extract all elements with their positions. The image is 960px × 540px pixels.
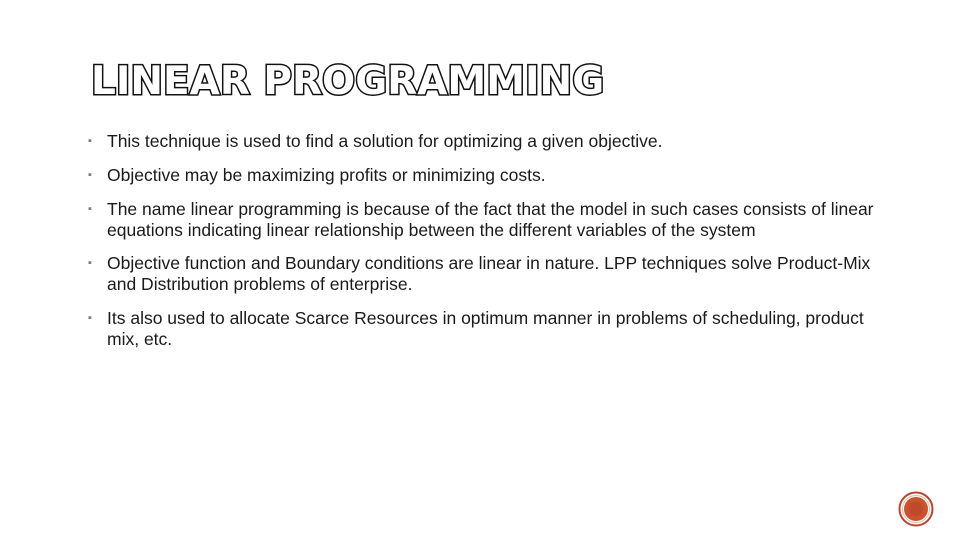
bullet-item [88,253,888,295]
bullet-item [88,308,888,350]
bullet-text: The name linear programming is because of the fact that the model in such cases consists of linear equations indicating linear relationship between the different variables of the system [107,199,874,240]
bullet-item [88,199,888,241]
bullet-item [88,131,888,152]
bullet-marker-icon: ▪ [88,169,92,181]
slide-title: LINEAR PROGRAMMING [91,59,605,104]
circular-emblem-icon [898,491,934,527]
bullet-text: Objective may be maximizing profits or minimizing costs. [107,165,546,185]
bullet-marker-icon: ▪ [88,135,92,147]
bullet-item [88,165,888,186]
bullet-marker-icon: ▪ [88,257,92,269]
bullet-text: Objective function and Boundary conditions are linear in nature. LPP techniques solve Product-Mix and Distribution problems of enterprise. [107,253,871,294]
bullet-text: Its also used to allocate Scarce Resources in optimum manner in problems of scheduling, product mix, etc. [107,308,864,349]
bullet-list [88,131,888,363]
bullet-marker-icon: ▪ [88,203,92,215]
bullet-marker-icon: ▪ [88,312,92,324]
bullet-text: This technique is used to find a solution for optimizing a given objective. [107,131,663,151]
